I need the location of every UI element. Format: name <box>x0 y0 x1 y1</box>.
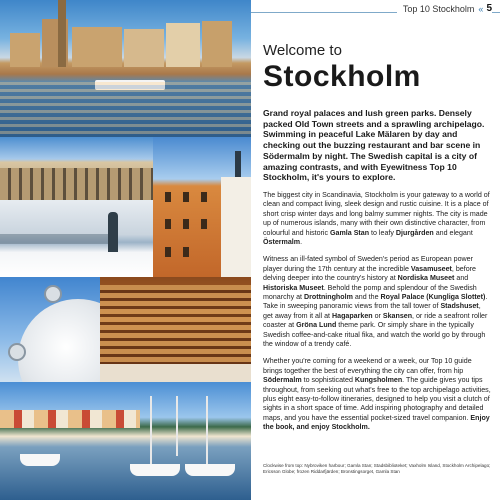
text-run: and elegant <box>433 228 473 237</box>
text-run: , or ride a seafront roller coaster at <box>263 311 488 330</box>
bold-place-name: Djurgården <box>395 228 434 237</box>
bold-place-name: Gröna Lund <box>296 321 337 330</box>
text-run: , get away from it all at <box>263 302 481 320</box>
bold-place-name: Drottningholm <box>304 292 353 301</box>
text-run: to sophisticated <box>301 376 355 385</box>
bold-place-name: Stadshuset <box>440 302 479 311</box>
article-paragraph <box>263 191 492 247</box>
article-paragraph <box>263 255 492 349</box>
bold-place-name: Östermalm <box>263 237 301 246</box>
photo-ericsson-globe <box>0 277 100 382</box>
bold-place-name: Södermalm <box>263 376 302 385</box>
text-run: . <box>300 237 303 246</box>
text-run: Witness an ill-fated symbol of Sweden's period as European power player during the 17th century at the incredible <box>263 255 473 273</box>
bold-place-name: Hagaparken <box>332 311 373 320</box>
article-kicker: Welcome to <box>263 42 342 59</box>
photo-gamla-stan-courtyard <box>0 137 153 200</box>
article-paragraph <box>263 357 492 432</box>
article-intro: Grand royal palaces and lush green parks. Densely packed Old Town streets and a sprawling archipelago. Swimming in peaceful Lake Mälaren by day and checking out the buzzing restaurant and bar scene in Södermalm by night. The Swedish capital is a city of amazing contrasts, and with Eyewitness Top 10 Stockholm, it's yours to explore. <box>263 108 485 183</box>
running-head-title: Top 10 Stockholm <box>402 3 475 14</box>
text-run: and the <box>352 292 381 301</box>
text-run: , before delving deeper into the country's history at <box>263 264 476 283</box>
photo-nybroviken-harbour <box>0 0 251 137</box>
photo-frozen-riddarfjarden <box>0 200 153 277</box>
bold-place-name: Kungsholmen <box>354 376 403 385</box>
bold-place-name: Vasamuseet <box>410 264 452 273</box>
photo-vaxholm-island <box>0 382 251 500</box>
text-run: . The guide gives you tips throughout, from seeking out what's free to the top archipelago activities, plus eight easy-to-follow itineraries, designed to help you visit a clutch of sights in a short space of time. Add inspiring photography and detailed maps, and you have the essential pocket-sized travel companion. <box>263 376 491 422</box>
bold-place-name: Nordiska Museet <box>397 274 455 283</box>
double-chevron-left-icon: « <box>478 3 483 14</box>
article-title: Stockholm <box>263 60 421 93</box>
text-run: . Behold the pomp and splendour of the Swedish monarchy at <box>263 283 477 301</box>
bold-place-name: Royal Palace (Kungliga Slottet) <box>380 292 486 301</box>
bold-place-name: Enjoy the book, and enjoy Stockholm. <box>263 413 490 432</box>
text-run: to leafy <box>369 228 396 237</box>
bold-place-name: Historiska Museet <box>263 283 324 292</box>
page-number: 5 <box>486 3 492 14</box>
text-run: The biggest city in Scandinavia, Stockholm is your gateway to a world of clean and compact living, sleek design and rustic cuisine. It is a place of short crisp winter days and long balmy summer nights. The city is made up of numerous islands, many with their own distinctive character, from colourful and historic <box>263 190 490 237</box>
photo-stadsbiblioteket <box>100 277 251 382</box>
photo-bronstingsorget-gamla-stan <box>153 137 251 277</box>
photo-caption: Clockwise from top: Nybroviken harbour; Gamla Stan; Stadsbiblioteket; Vaxholm Island, Stockholm Archipelago; Ericsson Globe; frozen Riddarfjärden; Bronstingsorget, Gamla Stan <box>263 463 491 474</box>
bold-place-name: Gamla Stan <box>330 228 370 237</box>
text-run: and <box>454 274 469 283</box>
article <box>263 42 492 441</box>
text-run: . Take in sweeping panoramic views from the tall tower of <box>263 292 488 311</box>
bold-place-name: Skansen <box>382 311 413 320</box>
text-run: or <box>372 311 383 320</box>
text-run: Whether you're coming for a weekend or a week, our Top 10 guide brings together the best of everything the city can offer, from hip <box>263 357 472 375</box>
text-run: theme park. Or simply share in the typically Swedish coffee-and-cake ritual fika, and watch the world go by through the window of a trendy café. <box>263 321 486 349</box>
running-head <box>397 3 492 14</box>
